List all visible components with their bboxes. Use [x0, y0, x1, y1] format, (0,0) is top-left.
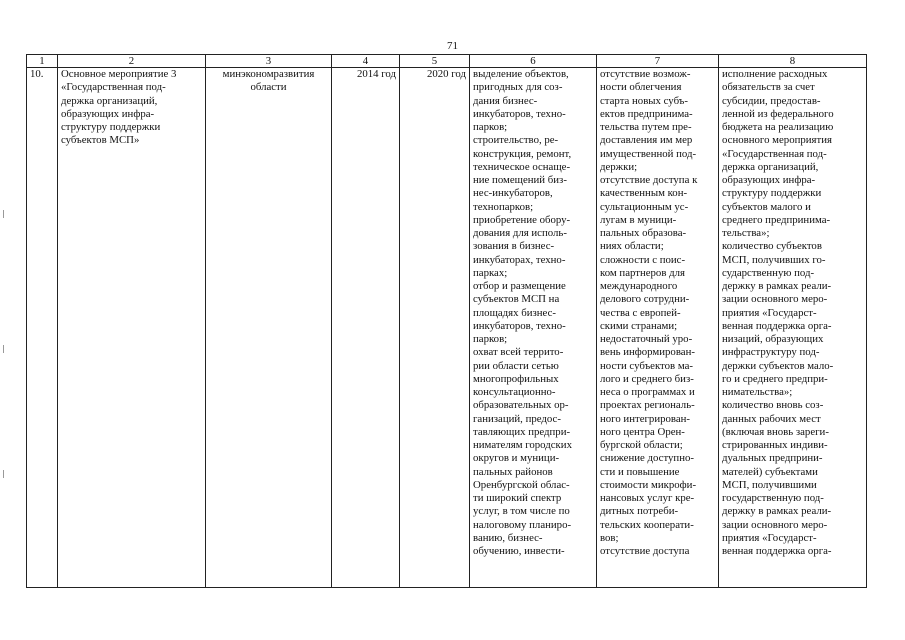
text-line: сложности с поис-: [600, 253, 686, 266]
text-line: технопарков;: [473, 200, 534, 213]
text-line: венная поддержка орга-: [722, 319, 832, 332]
text-line: держки субъектов мало-: [722, 359, 834, 372]
text-line: основного мероприятия: [722, 134, 832, 147]
text-line: лого и среднего биз-: [600, 372, 694, 385]
text-line: стоимости микрофи-: [600, 478, 697, 491]
consequences-cell: [597, 68, 719, 588]
text-line: ванию, бизнес-: [473, 531, 543, 544]
text-line: охват всей террито-: [473, 346, 564, 359]
text-line: снижение доступно-: [600, 452, 694, 465]
text-line: обязательств за счет: [722, 81, 815, 94]
header-cell: 1: [27, 55, 58, 68]
text-line: нимателям городских: [473, 439, 572, 451]
text-line: дования для исполь-: [473, 227, 567, 239]
text-line: обучению, инвести-: [473, 545, 565, 557]
indicators-cell: [719, 68, 867, 588]
text-line: неса о программах и: [600, 386, 695, 398]
text-line: го и среднего предпри-: [722, 372, 828, 385]
text-line: структуру поддержки: [722, 187, 822, 200]
text-line: ленной из федерального: [722, 107, 834, 120]
text-line: держку в рамках реали-: [722, 505, 832, 518]
header-cell: 4: [332, 55, 400, 68]
text-line: строительство, ре-: [473, 134, 559, 147]
text-line: зации основного меро-: [722, 518, 828, 531]
text-line: инкубаторов, техно-: [473, 319, 566, 332]
text-line: венная поддержка орга-: [722, 545, 832, 557]
text-line: данных рабочих мест: [722, 412, 821, 425]
text-line: Основное мероприятие 3: [61, 68, 177, 80]
text-line: площадях бизнес-: [473, 306, 556, 319]
text-line: количество вновь соз-: [722, 399, 824, 412]
text-line: техническое оснаще-: [473, 160, 571, 173]
text-line: выделение объектов,: [473, 68, 569, 80]
text-line: услуг, в том числе по: [473, 505, 570, 518]
text-line: государственную под-: [722, 492, 824, 504]
text-line: ектов предпринима-: [600, 107, 693, 120]
text-line: отсутствие возмож-: [600, 68, 691, 80]
program-table: [26, 54, 867, 588]
text-line: держка организаций,: [722, 160, 819, 173]
text-line: доставления им мер: [600, 134, 693, 147]
text-line: нимательства»;: [722, 386, 793, 398]
text-line: инкубаторов, техно-: [473, 107, 566, 120]
text-line: отсутствие доступа к: [600, 174, 698, 186]
text-line: образующих инфра-: [722, 174, 816, 186]
text-line: приятия «Государст-: [722, 306, 817, 319]
header-cell: 8: [719, 55, 867, 68]
header-cell: 6: [470, 55, 597, 68]
text-line: старта новых субъ-: [600, 94, 688, 107]
table-row: [27, 68, 867, 588]
executor-cell: [206, 68, 332, 588]
text-line: зации основного меро-: [722, 293, 828, 306]
text-line: держку в рамках реали-: [722, 280, 832, 292]
text-line: держка организаций,: [61, 94, 158, 107]
text-line: ности облегчения: [600, 81, 682, 94]
text-line: пальных образова-: [600, 227, 687, 239]
text-line: тельства путем пре-: [600, 121, 692, 133]
end-year-cell: 2020 год: [400, 68, 470, 588]
text-line: вень информирован-: [600, 346, 695, 359]
text-line: приятия «Государст-: [722, 531, 817, 544]
text-line: дитных потреби-: [600, 505, 679, 518]
text-line: ности субъектов ма-: [600, 359, 693, 372]
header-cell: 5: [400, 55, 470, 68]
text-line: приобретение обору-: [473, 213, 571, 226]
text-line: структуру поддержки: [61, 121, 161, 133]
text-line: инкубаторах, техно-: [473, 253, 566, 266]
text-line: низаций, образующих: [722, 333, 824, 345]
text-line: ком партнеров для: [600, 266, 685, 279]
text-line: субсидии, предостав-: [722, 94, 821, 107]
text-line: качественным кон-: [600, 187, 688, 200]
text-line: зования в бизнес-: [473, 240, 555, 253]
text-line: ного центра Орен-: [600, 425, 685, 438]
text-line: нес-инкубаторов,: [473, 187, 553, 200]
text-line: консультационно-: [473, 386, 556, 398]
text-line: тельских кооперати-: [600, 518, 694, 531]
text-line: образующих инфра-: [61, 107, 155, 120]
text-line: «Государственная под-: [722, 147, 827, 160]
text-line: тавляющих предпри-: [473, 425, 571, 438]
text-line: Оренбургской облас-: [473, 478, 570, 491]
text-line: отсутствие доступа: [600, 545, 690, 557]
text-line: субъектов малого и: [722, 200, 811, 213]
text-line: парков;: [473, 121, 508, 133]
text-line: проектах региональ-: [600, 399, 695, 412]
text-line: сударственную под-: [722, 266, 815, 279]
text-line: чества с европей-: [600, 306, 681, 319]
text-line: делового сотрудни-: [600, 293, 690, 306]
text-line: международного: [600, 280, 678, 292]
text-line: ного интегрирован-: [600, 412, 691, 425]
text-line: бюджета на реализацию: [722, 121, 834, 133]
text-line: стрированных индиви-: [722, 439, 828, 451]
page-number: 71: [447, 40, 458, 52]
text-line: дания бизнес-: [473, 94, 538, 107]
text-line: нансовых услуг кре-: [600, 492, 695, 504]
start-year-cell: 2014 год: [332, 68, 400, 588]
text-line: имущественной под-: [600, 147, 697, 160]
text-line: ниях области;: [600, 240, 664, 253]
text-line: «Государственная под-: [61, 81, 166, 94]
event-name-cell: [58, 68, 206, 588]
header-row: [27, 55, 867, 68]
text-line: МСП, получившими: [722, 478, 817, 491]
text-line: держки;: [600, 160, 638, 173]
text-line: отбор и размещение: [473, 280, 566, 292]
text-line: сти и повышение: [600, 465, 680, 478]
text-line: субъектов МСП»: [61, 134, 140, 147]
text-line: ти широкий спектр: [473, 492, 562, 504]
text-line: конструкция, ремонт,: [473, 147, 572, 160]
text-line: бургской области;: [600, 439, 683, 451]
text-line: субъектов МСП на: [473, 293, 560, 306]
text-line: мателей) субъектами: [722, 465, 818, 478]
text-line: исполнение расходных: [722, 68, 828, 80]
header-cell: 3: [206, 55, 332, 68]
text-line: многопрофильных: [473, 372, 559, 385]
text-line: (включая вновь зареги-: [722, 425, 829, 438]
text-line: области: [250, 81, 287, 94]
text-line: инфраструктуру под-: [722, 346, 820, 359]
text-line: лугам в муници-: [600, 213, 677, 226]
margin-mark: [3, 470, 4, 478]
text-line: тельства»;: [722, 227, 770, 239]
text-line: среднего предпринима-: [722, 213, 831, 226]
row-number: 10.: [27, 68, 58, 588]
text-line: парках;: [473, 266, 508, 279]
text-line: количество субъектов: [722, 240, 822, 253]
text-line: пальных районов: [473, 465, 553, 478]
text-line: дуальных предприни-: [722, 452, 823, 465]
margin-mark: [3, 210, 4, 218]
text-line: минэкономразвития: [222, 68, 315, 80]
text-line: МСП, получивших го-: [722, 253, 826, 266]
header-cell: 2: [58, 55, 206, 68]
text-line: округов и муници-: [473, 452, 560, 465]
text-line: ние помещений биз-: [473, 174, 567, 186]
text-line: образовательных ор-: [473, 399, 569, 412]
text-line: ганизаций, предос-: [473, 412, 561, 425]
text-line: налоговому планиро-: [473, 518, 572, 531]
text-line: вов;: [600, 531, 619, 544]
text-line: скими странами;: [600, 319, 678, 332]
text-line: недостаточный уро-: [600, 333, 693, 345]
text-line: пригодных для соз-: [473, 81, 563, 94]
text-line: рии области сетью: [473, 359, 559, 372]
header-cell: 7: [597, 55, 719, 68]
text-line: сультационным ус-: [600, 200, 689, 213]
text-line: парков;: [473, 333, 508, 345]
activities-cell: [470, 68, 597, 588]
margin-mark: [3, 345, 4, 353]
